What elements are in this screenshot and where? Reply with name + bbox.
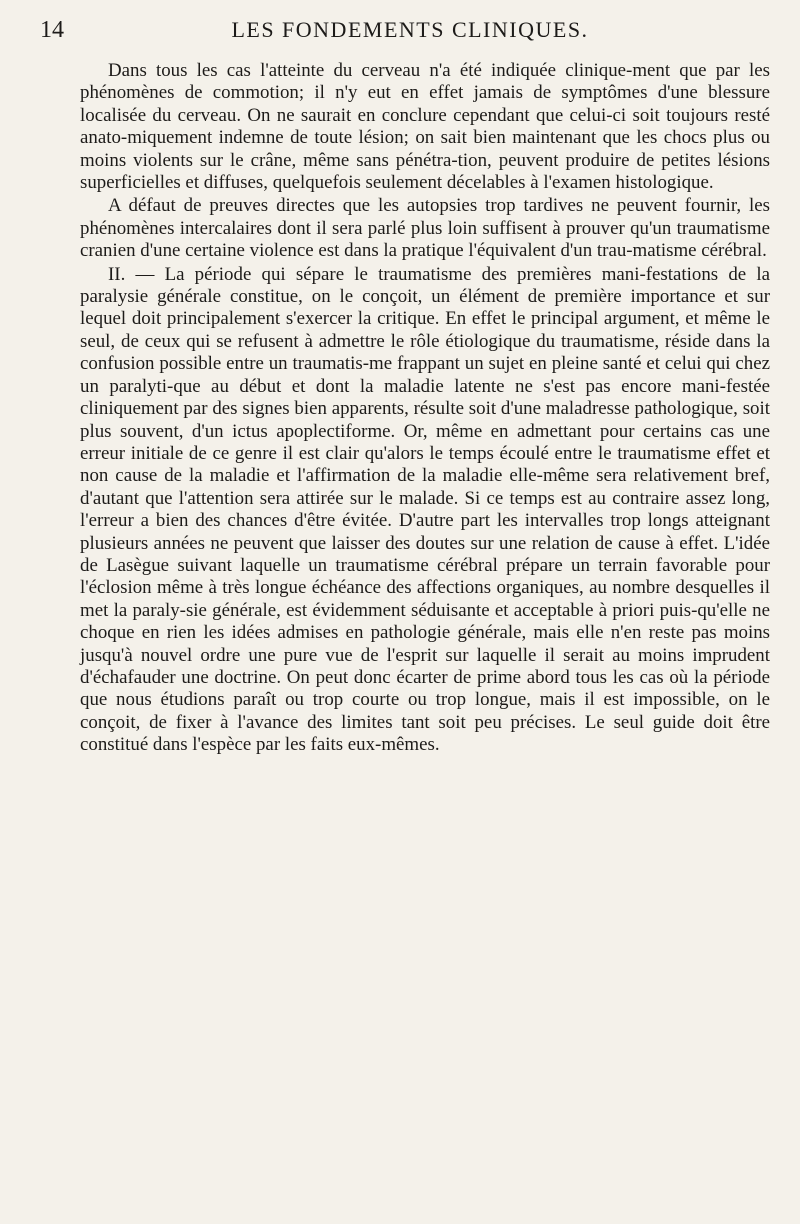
paragraph-intercalary-phenomena: A défaut de preuves directes que les autopsies trop tardives ne peuvent fournir, les phénomènes intercalaires dont il sera parlé plus loin suffisent à prouver qu'un traumatisme cranien d'une certaine violence est dans la pratique l'équivalent d'un trau-matisme cérébral. xyxy=(80,195,770,262)
paragraph-cerebral-lesion: Dans tous les cas l'atteinte du cerveau n'a été indiquée clinique-ment que par les phénomènes de commotion; il n'y eut en effet jamais de symptômes d'une blessure localisée du cerveau. On ne saurait en conclure cependant que celui-ci soit toujours resté anato-miquement indemne de toute lésion; on sait bien maintenant que les chocs plus ou moins violents sur le crâne, même sans pénétra-tion, peuvent produire de petites lésions superficielles et diffuses, quelquefois seulement décelables à l'examen histologique. xyxy=(80,60,770,194)
body-text xyxy=(80,60,770,757)
paragraph-period-ii: II. — La période qui sépare le traumatisme des premières mani-festations de la paralysie générale constitue, on le conçoit, un élément de première importance et sur lequel doit principalement s'exercer la critique. En effet le principal argument, et même le seul, de ceux qui se refusent à admettre le rôle étiologique du traumatisme, réside dans la confusion possible entre un traumatis-me frappant un sujet en pleine santé et celui qui chez un paralyti-que au début et dont la maladie latente ne s'est pas encore mani-festée cliniquement par des signes bien apparents, résulte soit d'une maladresse pathologique, soit plus souvent, d'un ictus apoplectiforme. Or, même en admettant pour certains cas une erreur initiale de ce genre il est clair qu'alors le temps écoulé entre le traumatisme effet et non cause de la maladie et l'affirmation de la maladie elle-même sera relativement bref, d'autant que l'attention sera attirée sur le malade. Si ce temps est au contraire assez long, l'erreur a bien des chances d'être évitée. D'autre part les intervalles trop longs atteignant plusieurs années ne peuvent que laisser des doutes sur une relation de cause à effet. L'idée de Lasègue suivant laquelle un traumatisme cérébral prépare un terrain favorable pour l'éclosion même à très longue échéance des affections organiques, au nombre desquelles il met la paraly-sie générale, est évidemment séduisante et acceptable à priori puis-qu'elle ne choque en rien les idées admises en pathologie générale, mais elle n'en reste pas moins jusqu'à nouvel ordre une pure vue de l'esprit sur laquelle il serait au moins imprudent d'échafauder une doctrine. On peut donc écarter de prime abord tous les cas où la période que nous étudions paraît ou trop courte ou trop longue, mais il est impossible, on le conçoit, de fixer à l'avance des limites tant soit peu précises. Le seul guide doit être constitué dans l'espèce par les faits eux-mêmes. xyxy=(80,263,770,756)
page-number: 14 xyxy=(40,17,64,43)
page-header xyxy=(40,10,760,50)
running-title: LES FONDEMENTS CLINIQUES. xyxy=(231,17,589,42)
